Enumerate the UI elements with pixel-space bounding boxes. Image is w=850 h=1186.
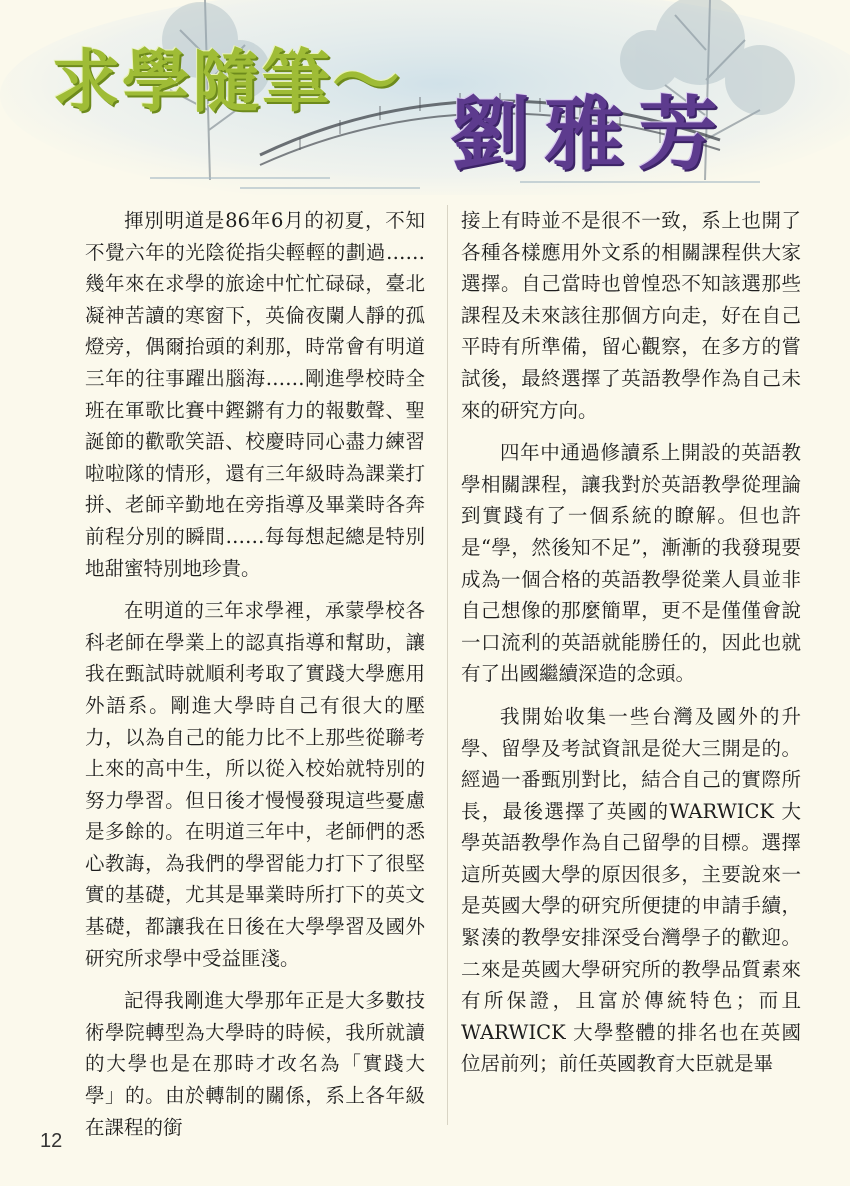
- column-divider: [447, 205, 448, 1125]
- header-banner: [0, 0, 850, 195]
- author-name: 劉雅芳: [450, 87, 732, 181]
- paragraph: 揮別明道是86年6月的初夏，不知不覺六年的光陰從指尖輕輕的劃過……幾年來在求學的旅途中忙忙碌碌，臺北凝神苦讀的寒窗下，英倫夜闌人靜的孤燈旁，偶爾抬頭的剎那，時常會有明道三年的往事躍出腦海……剛進學校時全班在軍歌比賽中鏗鏘有力的報數聲、聖誕節的歡歌笑語、校慶時同心盡力練習啦啦隊的情形，還有三年級時為課業打拼、老師辛勤地在旁指導及畢業時各奔前程分別的瞬間……每每想起總是特別地甜蜜特別地珍貴。: [85, 209, 425, 580]
- paragraph: 接上有時並不是很不一致，系上也開了各種各樣應用外文系的相關課程供大家選擇。自己當時也曾惶恐不知該選那些課程及未來該往那個方向走，好在自己平時有所準備，留心觀察，在多方的嘗試後，最終選擇了英語教學作為自己未來的研究方向。: [461, 209, 801, 422]
- paragraph: 記得我剛進大學那年正是大多數技術學院轉型為大學時的時候，我所就讀的大學也是在那時才改名為「實踐大學」的。由於轉制的關係，系上各年級在課程的銜: [85, 989, 425, 1139]
- page-number: 12: [40, 1130, 63, 1152]
- article-column-left: [85, 205, 425, 1154]
- paragraph: 我開始收集一些台灣及國外的升學、留學及考試資訊是從大三開是的。經過一番甄別對比，結合自己的實際所長，最後選擇了英國的WARWICK 大學英語教學作為自己留學的目標。選擇這所英國大學的原因很多，主要說來一是英國大學的研究所便捷的申請手續，緊湊的教學安排深受台灣學子的歡迎。二來是英國大學研究所的教學品質素來有所保證，且富於傳統特色；而且WARWICK 大學整體的排名也在英國位居前列；前任英國教育大臣就是畢: [461, 704, 801, 1076]
- article-column-right: [461, 205, 801, 1091]
- header-title: 求學隨筆～: [52, 42, 403, 122]
- paragraph: 在明道的三年求學裡，承蒙學校各科老師在學業上的認真指導和幫助，讓我在甄試時就順利考取了實踐大學應用外語系。剛進大學時自己有很大的壓力，以為自己的能力比不上那些從聯考上來的高中生，所以從入校始就特別的努力學習。但日後才慢慢發現這些憂慮是多餘的。在明道三年中，老師們的悉心教誨，為我們的學習能力打下了很堅實的基礎，尤其是畢業時所打下的英文基礎，都讓我在日後在大學學習及國外研究所求學中受益匪淺。: [85, 599, 425, 970]
- paragraph: 四年中通過修讀系上開設的英語教學相關課程，讓我對於英語教學從理論到實踐有了一個系統的瞭解。但也許是“學，然後知不足”，漸漸的我發現要成為一個合格的英語教學從業人員並非自己想像的那麼簡單，更不是僅僅會說一口流利的英語就能勝任的，因此也就有了出國繼續深造的念頭。: [461, 441, 801, 686]
